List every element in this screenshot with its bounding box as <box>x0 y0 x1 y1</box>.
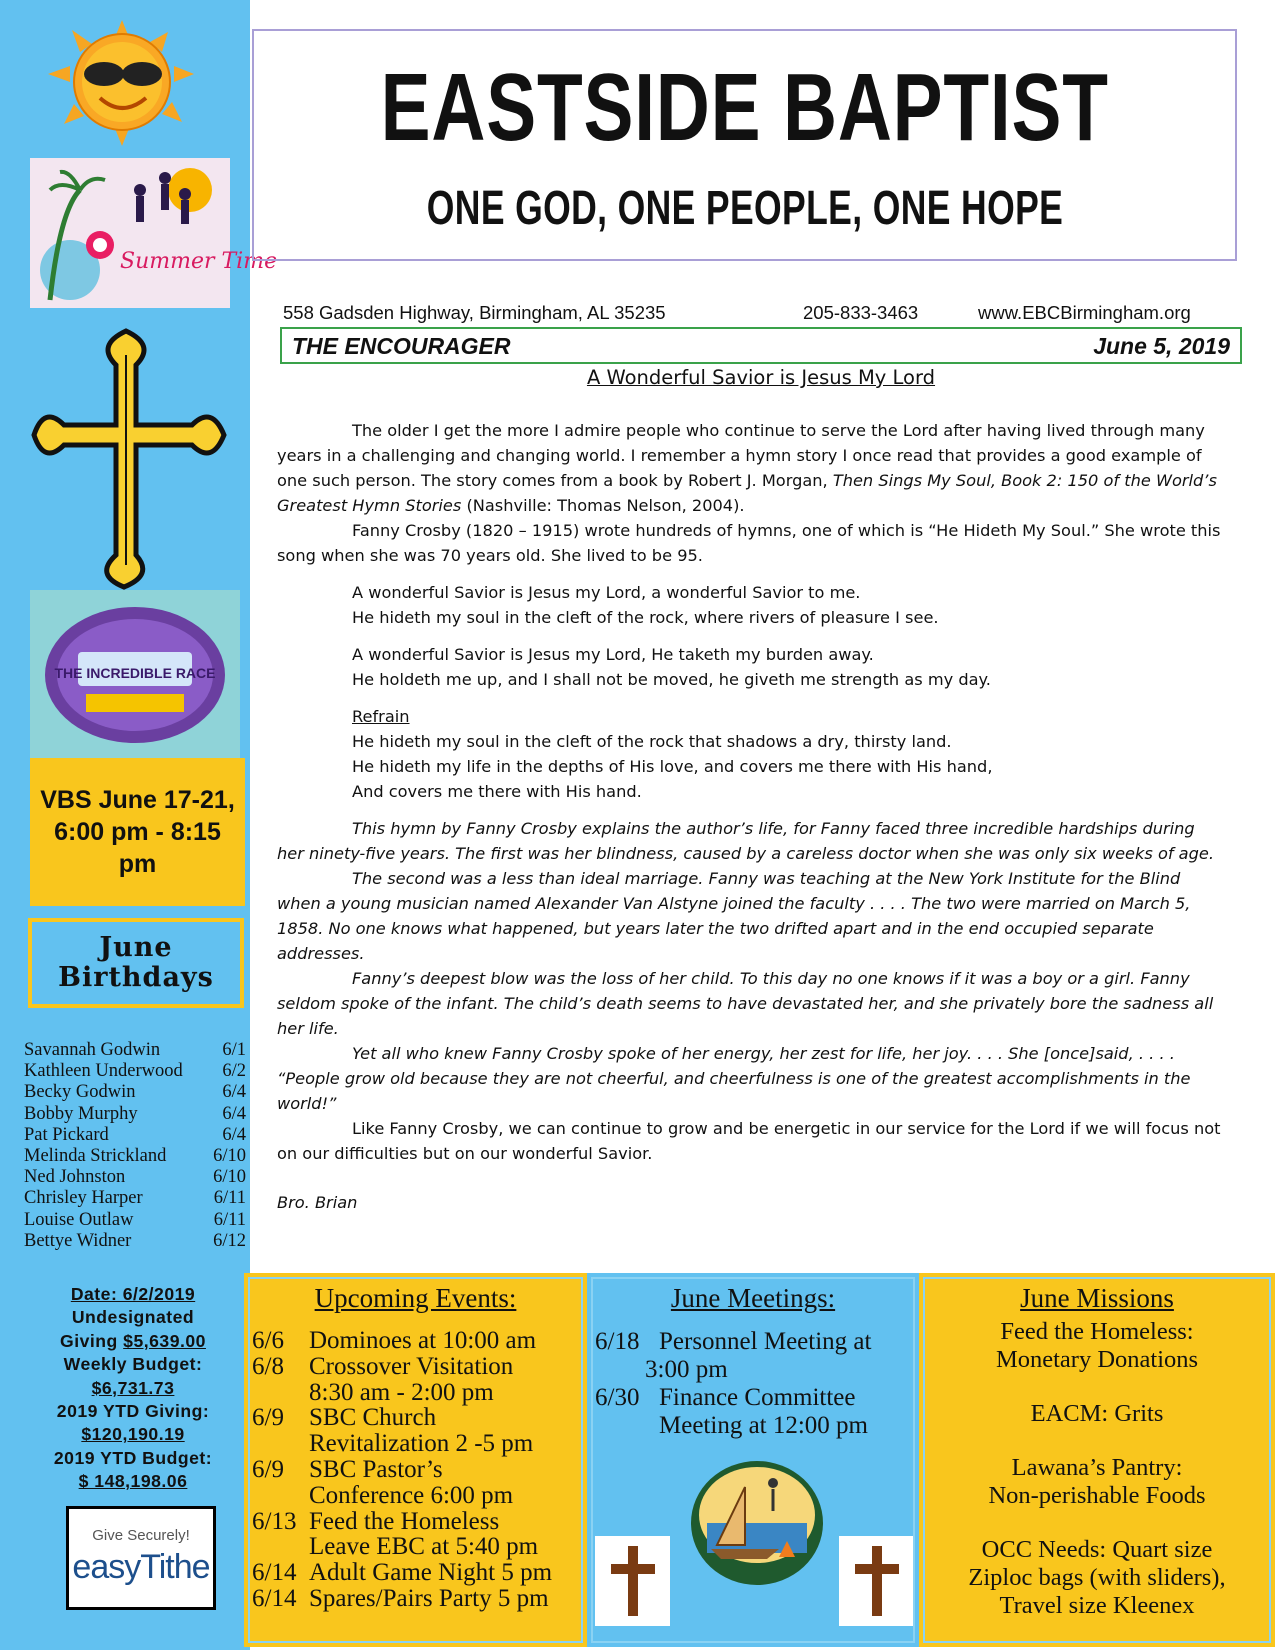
events-list <box>252 1328 587 1612</box>
birthday-list <box>24 1040 246 1252</box>
list-item <box>24 1231 246 1252</box>
paragraph: This hymn by Fanny Crosby explains the author’s life, for Fanny faced three incredible hardships during her ninety-five years. The first was her blindness, caused by a careless doctor when she was only six weeks of age. <box>277 819 1214 863</box>
birthday-date: 6/1 <box>222 1040 246 1060</box>
mission-line: Monetary Donations <box>995 1346 1199 1373</box>
hymn-line: And covers me there with His hand. <box>352 782 642 801</box>
weekly-budget-label: Weekly Budget: <box>63 1354 203 1375</box>
hymn-line: A wonderful Savior is Jesus my Lord, He taketh my burden away. <box>352 645 874 664</box>
hymn-line: He hideth my soul in the cleft of the rock, where rivers of pleasure I see. <box>352 608 939 627</box>
sun-clipart-icon <box>42 18 202 148</box>
paragraph: The second was a less than ideal marriage. Fanny was teaching at the New York Institute for the Blind when a young musician named Alexander Van Alstyne joined the faculty . . . . The two were married on March 5, 1858. No one knows what happened, but years later the two drifted apart and in the end occupied separate addresses. <box>277 869 1191 963</box>
birthday-date: 6/10 <box>213 1146 246 1167</box>
list-item <box>24 1040 246 1061</box>
campfire-sailboat-clipart-icon <box>687 1453 827 1593</box>
list-item <box>24 1188 246 1209</box>
events-title: Upcoming Events: <box>314 1283 517 1313</box>
ytd-budget-label: 2019 YTD Budget: <box>53 1447 213 1468</box>
event-date: 6/8 <box>252 1352 284 1380</box>
birthday-name: Bettye Widner <box>24 1230 132 1251</box>
website[interactable]: www.EBCBirmingham.org <box>978 302 1191 323</box>
summer-time-text: Summer Time <box>120 249 278 274</box>
event-date: 6/14 <box>252 1584 297 1612</box>
june-missions-box <box>919 1273 1275 1647</box>
ytd-giving-value: $120,190.19 <box>81 1424 185 1445</box>
giving-label: Giving <box>60 1330 124 1351</box>
birthday-date: 6/2 <box>222 1061 246 1082</box>
list-item <box>252 1586 587 1612</box>
meeting-date: 6/30 <box>595 1384 640 1411</box>
mission-line: Ziploc bags (with sliders), <box>968 1564 1226 1591</box>
event-text: Spares/Pairs Party 5 pm <box>309 1584 549 1612</box>
birthdays-title <box>28 918 244 1008</box>
list-item <box>595 1356 919 1384</box>
hymn-line: A wonderful Savior is Jesus my Lord, a wonderful Savior to me. <box>352 583 861 602</box>
book-title: Then Sings My Soul, Book 2: 150 of the World’s Greatest Hymn Stories <box>277 471 1217 515</box>
event-text: Adult Game Night 5 pm <box>309 1559 553 1587</box>
incredible-race-logo-icon <box>30 590 240 760</box>
summer-time-clipart-icon <box>30 150 278 315</box>
meetings-title: June Meetings: <box>670 1283 836 1313</box>
mission-line: Feed the Homeless: <box>1000 1318 1194 1345</box>
church-name: EASTSIDE BAPTIST <box>380 54 1109 161</box>
event-text: Feed the Homeless <box>309 1507 500 1535</box>
hymn-line: He holdeth me up, and I shall not be moved, he giveth me strength as my day. <box>352 670 991 689</box>
list-item <box>252 1328 587 1354</box>
list-item <box>252 1457 587 1483</box>
event-text: SBC Pastor’s <box>309 1455 443 1483</box>
giving-date: Date: 6/2/2019 <box>70 1284 196 1304</box>
ytd-giving-label: 2019 YTD Giving: <box>56 1401 210 1422</box>
masthead <box>252 29 1237 261</box>
list-item <box>252 1431 587 1457</box>
event-text: Revitalization 2 -5 pm <box>309 1430 534 1458</box>
birthday-date: 6/4 <box>222 1124 246 1145</box>
birthday-name: Pat Pickard <box>24 1124 109 1145</box>
birthday-name: Louise Outlaw <box>24 1209 134 1230</box>
refrain-label: Refrain <box>352 707 410 726</box>
race-logo-text: THE INCREDIBLE RACE <box>54 665 216 681</box>
event-date <box>252 1483 309 1509</box>
event-date: 6/14 <box>252 1559 297 1587</box>
list-item <box>252 1534 587 1560</box>
list-item <box>595 1384 919 1412</box>
event-date: 6/9 <box>252 1404 284 1432</box>
meetings-list <box>595 1328 919 1440</box>
signature: Bro. Brian <box>277 1193 358 1212</box>
event-text: Leave EBC at 5:40 pm <box>309 1533 539 1561</box>
vbs-announcement: VBS June 17-21, 6:00 pm - 8:15 pm <box>30 758 245 906</box>
mission-line: OCC Needs: Quart size <box>981 1536 1213 1563</box>
birthday-date: 6/12 <box>213 1230 246 1251</box>
hymn-line: He hideth my life in the depths of His love, and covers me there with His hand, <box>352 757 993 776</box>
meeting-text: Finance Committee <box>659 1384 856 1411</box>
birthday-name: Bobby Murphy <box>24 1103 138 1124</box>
birthday-name: Kathleen Underwood <box>24 1061 183 1082</box>
birthday-date: 6/11 <box>213 1188 246 1209</box>
paragraph: Like Fanny Crosby, we can continue to grow and be energetic in our service for the Lord if we will focus not on our difficulties but on our wonderful Savior. <box>277 1119 1221 1163</box>
ytd-budget-value: $ 148,198.06 <box>78 1471 188 1492</box>
list-item <box>24 1061 246 1082</box>
event-text: 8:30 am - 2:00 pm <box>309 1378 494 1406</box>
easytithe-logo[interactable] <box>66 1506 216 1610</box>
upcoming-events-box <box>244 1273 587 1647</box>
event-text: SBC Church <box>309 1404 437 1432</box>
mission-line: Non-perishable Foods <box>988 1482 1206 1509</box>
event-date <box>252 1431 309 1457</box>
birthday-date: 6/11 <box>213 1209 246 1230</box>
phone: 205-833-3463 <box>803 302 919 323</box>
church-motto: ONE GOD, ONE PEOPLE, ONE HOPE <box>426 182 1063 235</box>
tithe-tagline: Give Securely! <box>92 1527 190 1544</box>
undesignated-label: Undesignated <box>71 1307 195 1328</box>
giving-value: $5,639.00 <box>123 1330 206 1351</box>
event-text: Conference 6:00 pm <box>309 1481 514 1509</box>
birthday-date: 6/10 <box>213 1167 246 1188</box>
birthday-name: Ned Johnston <box>24 1167 126 1188</box>
birthdays-title-line1: June <box>99 932 173 963</box>
paragraph: Fanny Crosby (1820 – 1915) wrote hundreds of hymns, one of which is “He Hideth My Soul.” She wrote this song when she was 70 years old. She lived to be 95. <box>277 521 1221 565</box>
list-item <box>252 1380 587 1406</box>
paragraph: Fanny’s deepest blow was the loss of her child. To this day no one knows if it was a boy or a girl. Fanny seldom spoke of the infant. The child’s death seems to have devastated her, and she privately bore the sadness all her life. <box>277 969 1214 1038</box>
list-item <box>24 1104 246 1125</box>
list-item <box>24 1146 246 1167</box>
list-item <box>252 1405 587 1431</box>
list-item <box>595 1412 919 1440</box>
missions-title: June Missions <box>1020 1283 1174 1313</box>
address: 558 Gadsden Highway, Birmingham, AL 35235 <box>283 302 666 323</box>
meeting-text: Personnel Meeting at <box>659 1328 872 1355</box>
event-date: 6/6 <box>252 1327 284 1354</box>
birthday-name: Melinda Strickland <box>24 1146 167 1167</box>
event-date <box>252 1380 309 1406</box>
newsletter-date: June 5, 2019 <box>1093 333 1230 359</box>
tithe-brand: easyTithe <box>72 1548 210 1586</box>
missions-list <box>919 1318 1275 1620</box>
wooden-cross-icon <box>595 1536 670 1626</box>
list-item <box>24 1167 246 1188</box>
meeting-date: 6/18 <box>595 1328 640 1355</box>
event-date <box>252 1534 309 1560</box>
mission-line: EACM: Grits <box>1030 1400 1164 1427</box>
birthdays-title-line2: Birthdays <box>58 962 214 993</box>
list-item <box>252 1560 587 1586</box>
paragraph-text: (Nashville: Thomas Nelson, 2004). <box>461 496 745 515</box>
birthday-date: 6/4 <box>222 1103 246 1124</box>
newsletter-name: THE ENCOURAGER <box>292 333 511 359</box>
gold-cross-icon <box>24 325 234 595</box>
june-meetings-box <box>587 1273 919 1647</box>
mission-line: Travel size Kleenex <box>999 1592 1195 1619</box>
list-item <box>24 1082 246 1103</box>
giving-line <box>14 1330 252 1353</box>
mission-line: Lawana’s Pantry: <box>1011 1454 1183 1481</box>
list-item <box>252 1354 587 1380</box>
newsletter-banner <box>280 327 1242 364</box>
weekly-budget-value: $6,731.73 <box>91 1377 175 1398</box>
paragraph: Yet all who knew Fanny Crosby spoke of her energy, her zest for life, her joy. . . . She [once]said, . . . . “People grow old because they are not cheerful, and cheerfulness is one of the greatest accomplishments in the world!” <box>277 1044 1191 1113</box>
event-date: 6/13 <box>252 1507 297 1535</box>
list-item <box>252 1509 587 1535</box>
paragraph <box>277 418 1225 518</box>
birthday-name: Becky Godwin <box>24 1082 136 1103</box>
birthday-name: Savannah Godwin <box>24 1040 161 1060</box>
list-item <box>252 1483 587 1509</box>
article-body <box>277 418 1225 1215</box>
list-item <box>24 1210 246 1231</box>
giving-summary <box>14 1283 252 1494</box>
birthday-date: 6/4 <box>222 1082 246 1103</box>
birthday-name: Chrisley Harper <box>24 1188 143 1209</box>
article-title: A Wonderful Savior is Jesus My Lord <box>586 366 936 389</box>
hymn-line: He hideth my soul in the cleft of the rock that shadows a dry, thirsty land. <box>352 732 952 751</box>
meeting-text: 3:00 pm <box>645 1356 728 1383</box>
list-item <box>595 1328 919 1356</box>
meeting-text: Meeting at 12:00 pm <box>659 1412 868 1439</box>
list-item <box>24 1125 246 1146</box>
paragraph-text: The older I get the more I admire people who continue to serve the Lord after having lived through many years in a challenging and changing world. I remember a hymn story I once read that provides a good example of one such person. The story comes from a book by Robert J. Morgan, <box>277 421 1205 490</box>
event-date: 6/9 <box>252 1455 284 1483</box>
event-text: Dominoes at 10:00 am <box>309 1327 537 1354</box>
event-text: Crossover Visitation <box>309 1352 514 1380</box>
wooden-cross-icon <box>839 1536 914 1626</box>
